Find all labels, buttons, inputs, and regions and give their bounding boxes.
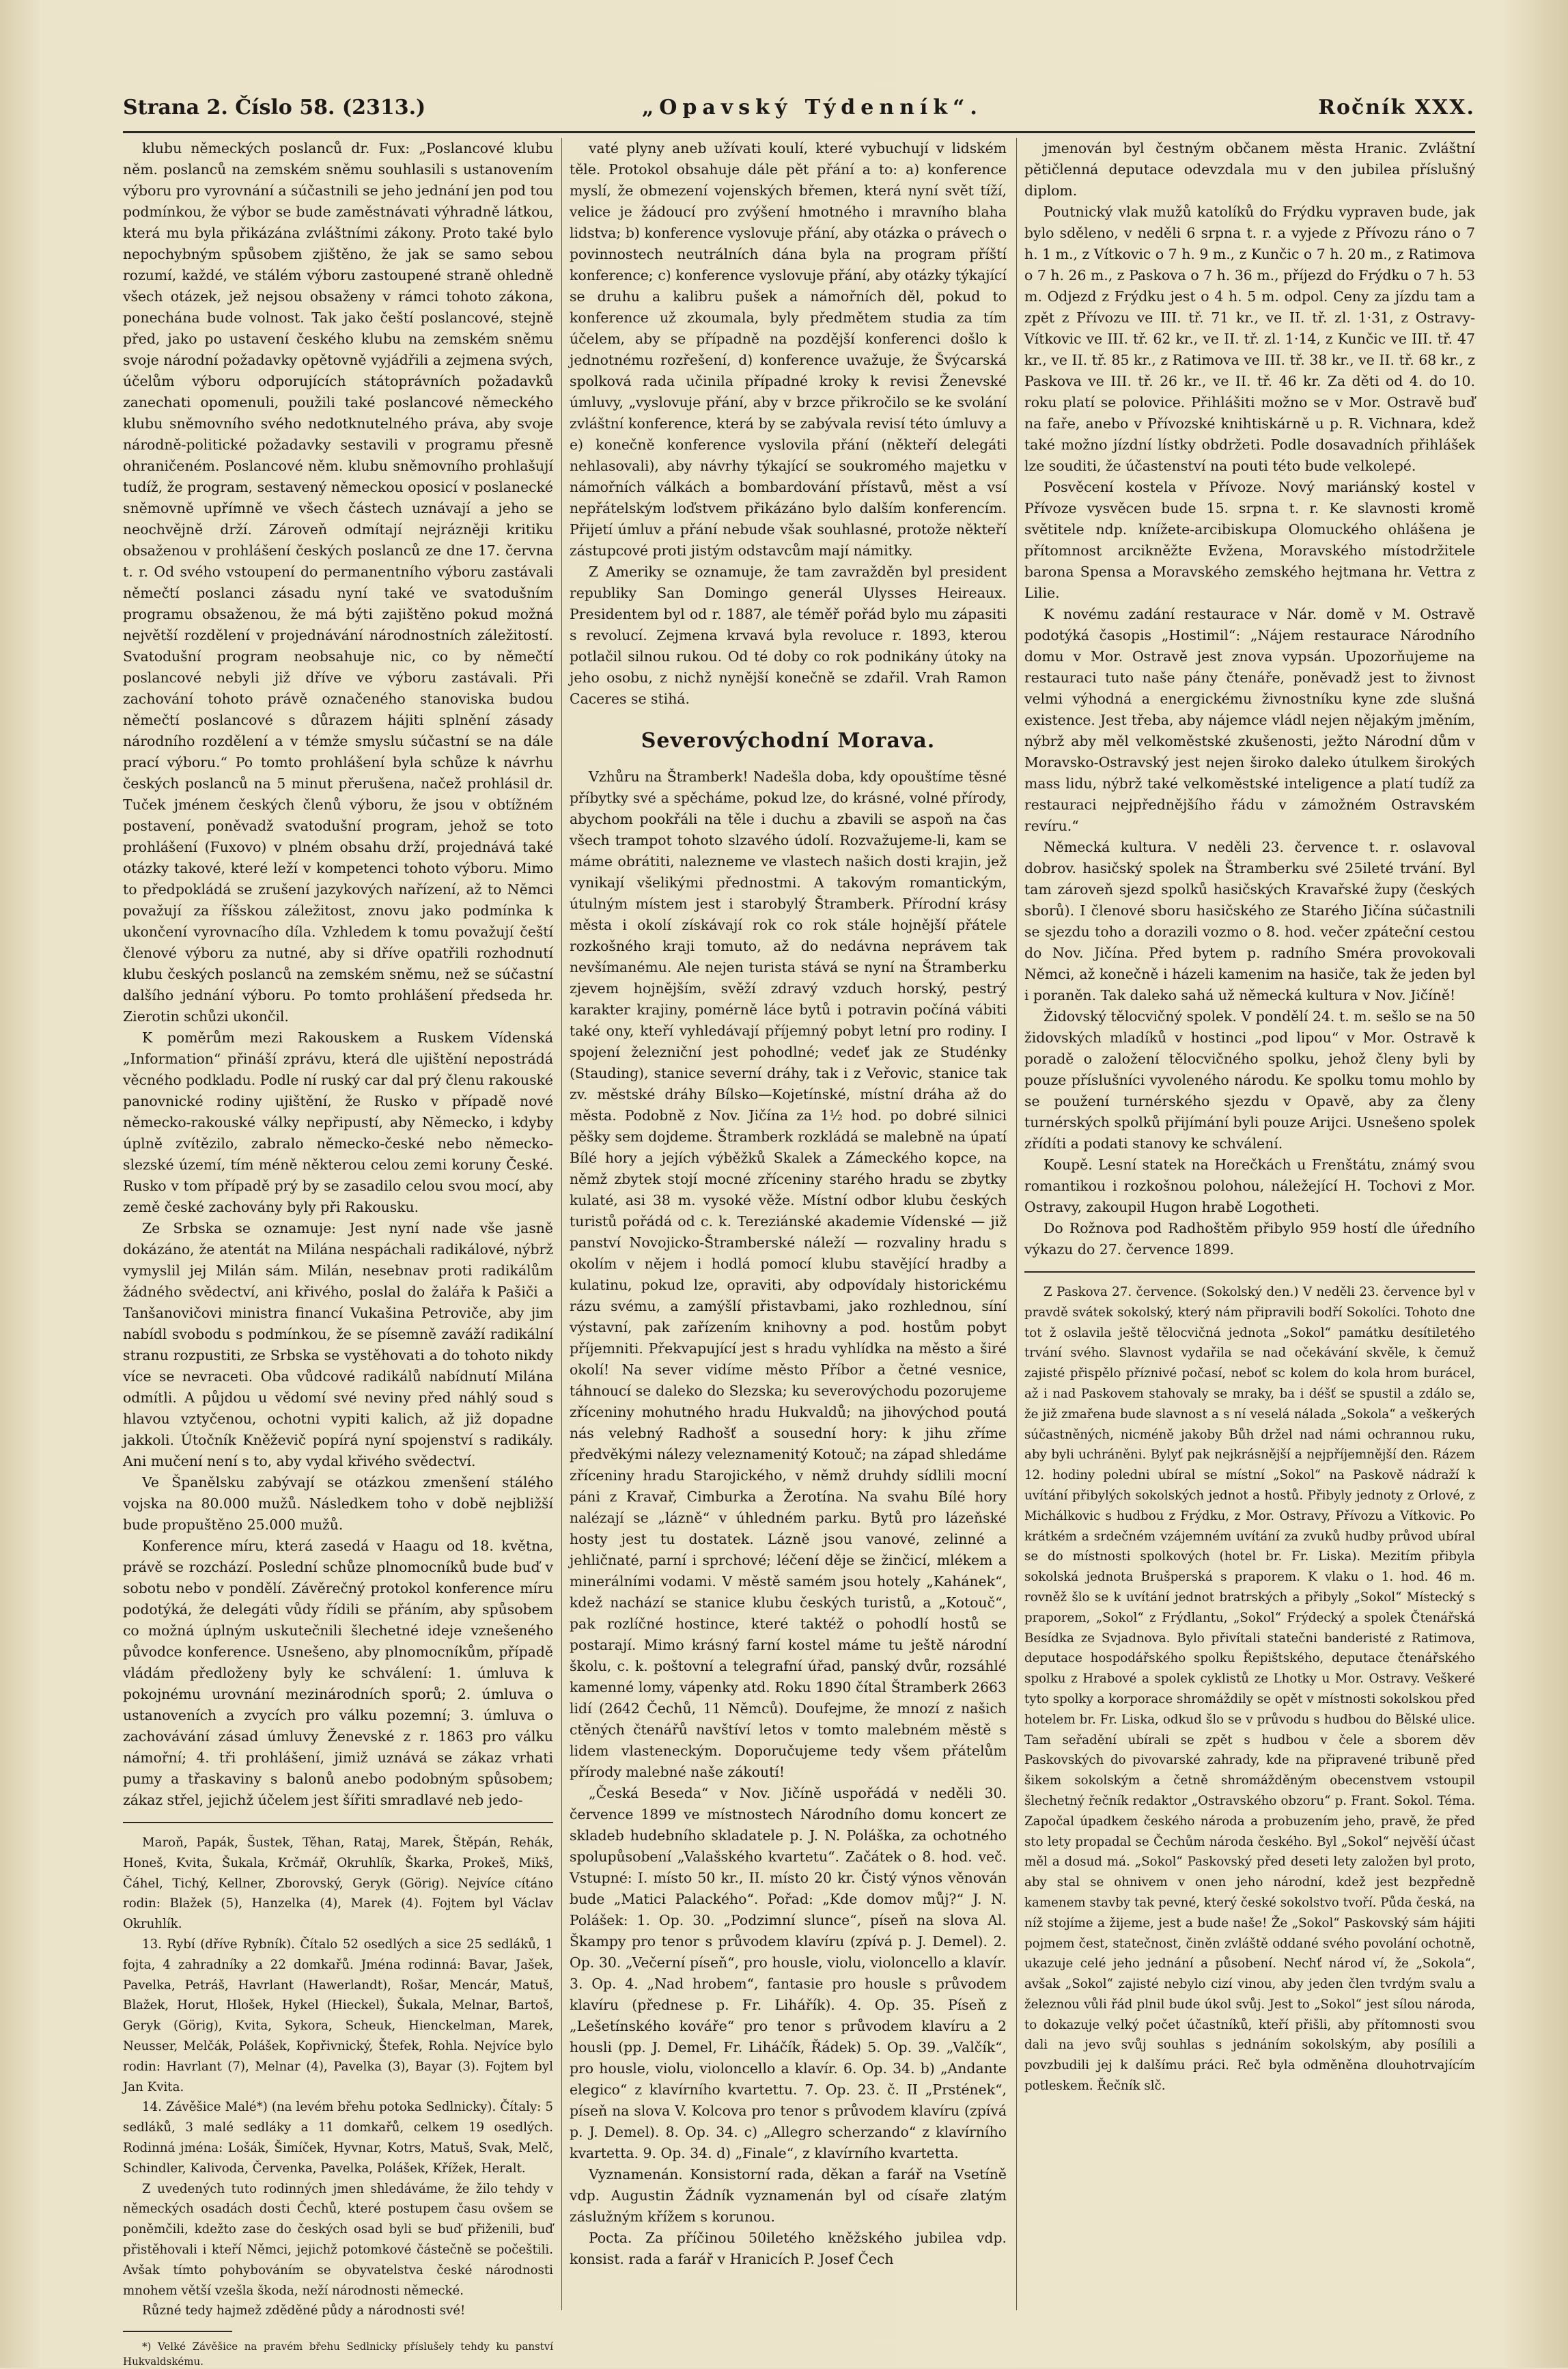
page-number: Strana 2. Číslo 58. (2313.) [123, 96, 426, 120]
feuilleton [123, 1833, 553, 2321]
article-paragraph: Poutnický vlak mužů katolíků do Frýdku vypraven bude, jak bylo sděleno, v neděli 6 srpna t. r. a vyjede z Přívozu ráno o 7 h. 1 m., z Vítkovic o 7 h. 9 m., z Kunčic o 7 h. 20 m., z Ratimova o 7 h. 26 m., z Paskova o 7 h. 36 m., příjezd do Frýdku o 7 h. 53 m. Odjezd z Frýdku jest o 4 h. 5 m. odpol. Ceny za jízdu tam a zpět z Přívozu ve III. tř. 71 kr., ve II. tř. zl. 1·31, z Ostravy-Vítkovic ve III. tř. 62 kr., ve II. tř. zl. 1·14, z Kunčic ve III. tř. 47 kr., ve II. tř. 85 kr., z Ratimova ve III. tř. 38 kr., ve II. tř. 68 kr., z Paskova ve III. tř. 26 kr., ve II. tř. 46 kr. Za děti od 4. do 10. roku platí se polovice. Přihlášiti možno se v Mor. Ostravě buď na faře, anebo v Přívozské knihtiskárně u p. R. Vichnara, kdež také možno jízdní lístky obdržeti. Podle dosavadních přihlášek lze souditi, že účastenství na pouti této bude velkolepé. [1024, 204, 1475, 474]
footnote: *) Velké Závěšice na pravém břehu Sedlnicky příslušely tehdy ku panství Hukvaldskému. [123, 2340, 553, 2368]
article-paragraph: K poměrům mezi Rakouskem a Ruskem Vídenská „Information“ přináší zprávu, která dle ujištění nepostrádá věcného podkladu. Podle ní ruský car dal prý členu rakouské panovnické rodiny ujištění, že Rusko v případě nové německo-rakouské války nepřipustí, aby Německo, i kdyby úplně zvítězilo, zabralo německo-české nebo německo-slezské území, tím méně některou celou zemi koruny České. Rusko v tom případě prý by se zasadilo celou svou mocí, aby země české zachovány byly při Rakousku. [123, 1029, 553, 1215]
column-divider [561, 138, 562, 2310]
article-paragraph: Ve Španělsku zabývají se otázkou zmenšení stálého vojska na 80.000 mužů. Následkem toho v době nejbližší bude propuštěno 25.000 mužů. [123, 1474, 553, 1533]
newspaper-title: „Opavský Týdenník“. [642, 96, 983, 120]
article-paragraph: jmenován byl čestným občanem města Hranic. Zvláštní pětičlenná deputace odevzdala mu v den jubilea příslušný diplom. [1024, 140, 1475, 199]
volume-label: Ročník XXX. [1318, 96, 1475, 120]
article-paragraph: Maroň, Papák, Šustek, Těhan, Rataj, Marek, Štěpán, Rehák, Honeš, Kvita, Šukala, Krčmář, Okruhlík, Škarka, Prokeš, Mikš, Čáhel, Tichý, Kellner, Zborovský, Geryk (Görig). Nejvíce cítáno rodin: Blažek (5), Hanzelka (4), Marek (4). Fojtem byl Václav Okruhlík. [123, 1835, 553, 1932]
article-paragraph: 13. Rybí (dříve Rybník). Čítalo 52 osedlých a sice 25 sedláků, 1 fojta, 4 zahradníky a 22 domkařů. Jména rodinná: Bavar, Jašek, Pavelka, Petráš, Havrlant (Hawerlandt), Rošar, Mencár, Matuš, Blažek, Horut, Hlošek, Hykel (Hieckel), Šukala, Melnar, Bartoš, Geryk (Görig), Kvita, Sykora, Scheuk, Hienckelman, Marek, Neusser, Melčák, Polášek, Kopřivnický, Štefek, Rohla. Nejvíce bylo rodin: Havrlant (7), Melnar (4), Pavelka (3), Bayar (3). Fojtem byl Jan Kvita. [123, 1937, 553, 2094]
article-paragraph: Vyznamenán. Konsistorní rada, děkan a farář na Vsetíně vdp. Augustin Žádník vyznamenán byl od císaře zlatým záslužným křížem s korunou. [570, 2166, 1007, 2225]
article-paragraph: Pocta. Za příčinou 50iletého kněžského jubilea vdp. konsist. rada a farář v Hranicích P. Josef Čech [570, 2230, 1007, 2267]
column-3 [1024, 138, 1475, 2096]
page-header [123, 96, 1475, 130]
column-1 [123, 138, 553, 2369]
article-paragraph: vaté plyny aneb užívati koulí, které vybuchují v lidském těle. Protokol obsahuje dále pět přání a to: a) konference myslí, že obmezení vojenských břemen, která nyní svět tíží, velice je žádoucí pro zvýšení hmotného i mravního blaha lidstva; b) konference vyslovuje přání, aby otázka o právech o povinnostech neutrálních dána byla na program příští konference; c) konference vyslovuje přání, aby otázky týkající se druhu a kalibru pušek a námořních děl, pokud to konference už zkoumala, byly předmětem studia za tím účelem, aby se případně na pozdější konferenci došlo k jednotnému rozřešení, d) konference uvažuje, že Švýcarská spolková rada učinila případné kroky k revisi Ženevské úmluvy, „vyslovuje přání, aby v brzce přikročilo se ke svolání zvláštní konference, která by se zabývala revisí této úmluvy a e) konečně konference vyslovila přání (někteří delegáti nehlasovali), aby návrhy týkající se soukromého majetku v námořních válkách a bombardování přístavů, měst a vsí nepřátelským loďstvem přikázáno bylo dalším konferencím. Přijetí úmluv a přání nebude však souhlasné, protože někteří zástupcové proti jistým odstavcům mají námitky. [570, 140, 1007, 559]
article-paragraph: Do Rožnova pod Radhoštěm přibylo 959 hostí dle úředního výkazu do 27. července 1899. [1024, 1220, 1475, 1258]
article-paragraph: K novému zadání restaurace v Nár. domě v M. Ostravě podotýká časopis „Hostimil“: „Nájem restaurace Národního domu v Mor. Ostravě jest znova vypsán. Upozorňujeme na restauraci tuto naše pány čtenáře, poněvadž jest to živnost velmi výhodná a energickému živnostníku kyne zde slušná existence. Jest třeba, aby nájemce vládl nejen nějakým jměním, nýbrž aby měl velkoměstské zkušenosti, ježto Národní dům v Moravsko-Ostravský jest nejen široko daleko útulkem širokých mass lidu, nýbrž také velkoměstské inteligence a platí tudíž za restauraci nejpřednějšího řádu v zámožném Ostravském revíru.“ [1024, 606, 1475, 834]
article-paragraph: Z uvedených tuto rodinných jmen shledáváme, že žilo tehdy v německých osadách dosti Čechů, které postupem času ovšem se poněmčili, kdežto zase do českých osad byli se buď přiženili, buď přistěhovali i kteří Němci, jejichž potomkové částečně se počeštili. Avšak tímto pohybováním se obyvatelstva české národnosti mnohem větší vzešla škoda, neží národnosti německé. [123, 2181, 553, 2298]
article-paragraph: Koupě. Lesní statek na Horečkách u Frenštátu, známý svou romantikou i rozkošnou polohou, náležející H. Tochovi z Mor. Ostravy, zakoupil Hugon hrabě Logotheti. [1024, 1156, 1475, 1215]
column-2 [570, 138, 1007, 2270]
article-paragraph: Vzhůru na Štramberk! Nadešla doba, kdy opouštíme těsné příbytky své a spěcháme, pokud lze, do krásné, volné přírody, abychom pookřáli na těle i duchu a zbavili se aspoň na čas všech trampot tohoto slzavého údolí. Rozvažujeme-li, kam se máme obrátiti, nalezneme ve vlastech našich dosti krajin, jež vynikají všelikými přednostmi. A takovým romantickým, útulným místem jest i starobylý Štramberk. Přírodní krásy města i okolí získávají rok co rok stále hojnější přátele rozkošného kraji tomuto, až do nedávna neprávem tak nevšímanému. Ale nejen turista stává se nyní na Štramberku zjevem hojnějším, svěží zdravý vzduch horský, pestrý karakter krajiny, pomérně láce bytů i potravin počíná vábiti také ony, kteří vyhledávají příjemný pobyt letní pro rodiny. I spojení železniční jest pohodlné; vedeť jak ze Studénky (Stauding), stanice severní dráhy, tak i z Veřovic, stanice tak zv. městské dráhy Bílsko—Kojetínské, místní dráha až do města. Podobně z Nov. Jičína za 1½ hod. po dobré silnici pěšky sem dojdeme. Štramberk rozkládá se malebně na úpatí Bílé hory a jejích výběžků Skalek a Zámeckého kopce, na němž zbytek stojí mocné zříceniny starého hradu se zbytky kulaté, asi 38 m. vysoké věže. Místní odbor klubu českých turistů pořádá od c. k. Tereziánské akademie Vídenské — již panství Novojicko-Štramberské náleží — rozvaliny hradu s okolím v nějem i hodlá pomocí klubu stavějící hradby a kulatinu, pokud lze, opraviti, aby odpovídaly historickému rázu svému, a zamýšlí přistavbami, jako rozhlednou, síní výstavní, pak zařízením knihovny a pod. hostům pobyt příjemniti. Překvapující jest s hradu vyhlídka na město a širé okolí! Na sever vidíme město Příbor a četné vesnice, táhnoucí se daleko do Slezska; ku severovýchodu pozorujeme zříceniny mohutného hradu Hukvaldů; na jihovýchod poutá nás velebný Radhošť a sousední hory: k jihu zříme předvěkými nálezy veleznamenitý Kotouč; na západ shledáme zříceniny hradu Starojického, v němž druhdy sídlili mocní páni z Kravař, Cimburka a Žerotína. Na svahu Bílé hory nalézají se „lázně“ v úhledném parku. Bytů pro lázeňské hosty jest tu dostatek. Lázně jsou vanové, zelinné a jehličnaté, parní i sprchové; léčení děje se žinčicí, mlékem a minerálními vodami. V městě samém jsou hotely „Kahánek“, kdež nachází se stanice klubu českých turistů, a „Kotouč“, pak rozlíčné hostince, které taktéž o pohodlí hostů se postarají. Mimo krásný farní kostel máme tu ještě národní školu, c. k. poštovní a telegrafní úřad, panský dvůr, rozsáhlé kamenné lomy, vápenky atd. Roku 1890 čítal Štramberk 2663 lidí (2642 Čechů, 11 Němců). Doufejme, že mnozí z našich ctěných čtenářů navštíví letos v tomto malebném městě s lidem vlasteneckým. Doporučujeme tedy všem přátelům přírody malebné naše zákoutí! [570, 768, 1007, 1780]
article-paragraph: klubu německých poslanců dr. Fux: „Poslancové klubu něm. poslanců na zemském sněmu souhlasili s ustanovením výboru pro vyrovnání a súčastnili se jeho jednání jen pod tou podmínkou, že výbor se bude zaměstnávati výhradně látkou, která mu byla přikázána zvláštními zákony. Proto také bylo nepochybným spůsobem zjištěno, že jak se samo sebou rozumí, každé, ve stálém výboru zastoupené straně ohledně všech otázek, jež nejsou obsaženy v rámci tohoto zákona, ponechána bude volnost. Tak jako čeští poslancové, stejně před, jako po ustavení českého klubu na zemském sněmu svoje národní požadavky opětovně vyjádřili a zejmena svých, účelům výboru odporujících státoprávních požadavků zanechati opomenuli, použili také poslancové německého klubu sněmovního svého nedotknutelného práva, aby svoje národně-politické požadavky sestavili v programu přesně ohraničeném. Poslancové něm. klubu sněmovního prohlašují tudíž, že program, sestavený německou oposicí v poslanecké sněmovně upřímně ve všech částech uznávají a jeho se neochvějně drží. Zároveň odmítají nejrázněji kritiku obsaženou v prohlášení českých poslanců ze dne 17. června t. r. Od svého vstoupení do permanentního výboru zastávali němečtí poslanci zásadu nyní také ve svatodušním programu obsaženou, že má býti zajištěno pokud možná největší rozdělení v projednávání národnostních záležitostí. Svatodušní program neobsahuje nic, co by němečtí poslancové nebyli již dříve ve výboru zastávali. Při zachování tohoto právě označeného stanoviska budou němečtí poslancové s důrazem hájiti splnění zásady národního rozdělení a v témže smyslu súčastní se na dále prací výboru.“ Po tomto prohlášení byla schůze k návrhu českých poslanců na 5 minut přerušena, načež prohlásil dr. Tuček jménem českých členů výboru, že jsou v obtížném postavení, poněvadž svatodušní program, jehož se toto prohlášení (Fuxovo) v plném obsahu drží, projednává také otázky takové, které leží v kompetenci tohoto výboru. Mimo to předpokládá se zrušení jazykových nařízení, až to Němci považují za říšskou záležitost, znovu jako podmínka k ukončení vyrovnacího díla. Vzhledem k tomu považují čeští členové výboru za nutné, aby si dříve opatřili rozhodnutí klubu českých poslanců na zemském sněmu, než se súčastní dalšího jednání výboru. Po tomto prohlášení předseda hr. Zierotin schůzi ukončil. [123, 140, 553, 1025]
section-heading: Severovýchodní Morava. [641, 729, 936, 753]
article-paragraph: Konference míru, která zasedá v Haagu od 18. května, právě se rozchází. Poslední schůze plnomocníků bude buď v sobotu nebo v pondělí. Závěrečný protokol konference míru podotýká, že delegáti vůdy řídili se přáním, aby spůsobem co možná úplným uskutečnili šlechetné ideje vznešeného původce konference. Usnešeno, aby plnomocníkům, případě vládám předloženy byly ke schválení: 1. úmluva k pokojnému urovnání mezinárodních sporů; 2. úmluva o ustanoveních a zvycích pro válku pozemní; 3. úmluva o zachovávání zásad úmluvy Ženevské z r. 1863 pro válku námořní; 4. tři prohlášení, jimiž uznává se zákaz vrhati pumy a třaskaviny s balonů anebo podobným spůsobem; zákaz střel, jejichž účelem jest šířiti smradlavé neb jedo- [123, 1538, 553, 1808]
footnote-rule [123, 2331, 232, 2332]
article-paragraph: Posvěcení kostela v Přívoze. Nový mariánský kostel v Přívoze vysvěcen bude 15. srpna t. r. Ke slavnosti kromě světitele ndp. knížete-arcibiskupa Olomuckého ohlášena je přítomnost arcikněžte Evženа, Moravského místodržitele barona Spensa a Moravského zemského hejtmana hr. Vettra z Lilie. [1024, 479, 1475, 601]
article-paragraph: „Česká Beseda“ v Nov. Jičíně uspořádá v neděli 30. července 1899 ve místnostech Národního domu koncert ze skladeb hudebního skladatele p. J. N. Poláška, za ochotného spolupůsobení „Valašského kvartetu“. Začátek o 8. hod. več. Vstupné: I. místo 50 kr., II. místo 20 kr. Čistý výnos věnován bude „Matici Palackého“. Pořad: „Kde domov můj?“ J. N. Polášek: 1. Op. 30. „Podzimní slunce“, píseň na slova Al. Škampy pro tenor s průvodem klavíru (zpívá p. J. Demel). 2. Op. 30. „Večerní píseň“, pro housle, violu, violoncello a klavír. 3. Op. 4. „Nad hrobem“, fantasie pro housle s průvodem klavíru (přednese p. Fr. Lihářík). 4. Op. 35. Píseň z „Lešetínského kováře“ pro tenor s průvodem klavíru a 2 housli (pp. J. Demel, Fr. Liháčík, Řádek) 5. Op. 39. „Valčík“, pro housle, violu, violoncello a klavír. 6. Op. 34. b) „Andante elegico“ z klavírního kvartettu. 7. Op. 23. č. II „Prstének“, píseň na slova V. Kolcova pro tenor s průvodem klavíru (zpívá p. J. Demel). 8. Op. 34. c) „Allegro scherzando“ z klavírního kvartetta. 9. Op. 34. d) „Finale“, z klavírního kvartetta. [570, 1785, 1007, 2161]
article-paragraph: Různé tedy hajmež zděděné půdy a národnosti své! [142, 2303, 466, 2318]
article-paragraph: Z Paskova 27. července. (Sokolský den.) V neděli 23. července byl v pravdě svátek sokolský, který nám připravili bodří Sokolíci. Tohoto dne tot ž oslavila ještě tělocvičná jednota „Sokol“ památku desítiletého trvání svého. Slavnost vydařila se nad očekávání skvěle, k čemuž zajisté přispělo příznivé počasí, neboť sc kolem do kola hrom burácel, až i nad Paskovem stahovaly se mraky, ba i déšť se spustil a zdálo se, že již zmařena bude slavnost a s ní veselá nálada „Sokola“ a veškerých súčastněných, nicméně jakoby Bůh držel nad námi ochrannou ruku, aby byli uchráněni. Bylyť pak nejkrásnější a nejpříjemnější den. Rázem 12. hodiny poledni ubíral se místní „Sokol“ na Paskově nádraží k uvítání přibylých sokolských jednot a hostů. Přibyly jednoty z Orlové, z Michálkovic s hudbou z Frýdku, z Mor. Ostravy, Přívozu a Vítkovic. Po krátkém a srdečném vzájemném uvítání za zvuků hudby průvod ubíral se do místnosti spolkových (hotel br. Fr. Liska). Mezitím přibyla sokolská jednota Brušperská s praporem. K vlaku o 1. hod. 46 m. rovněž šlo se k uvítání jednot bratrských a přibyly „Sokol“ Místecký s praporem, „Sokol“ z Frýdlantu, „Sokol“ Frýdecký a spolek Čtenářská Besídka ze Svjadnova. Bylo přivítali statečni banderisté z Ratimova, deputace hospodářského spolku Řepištského, deputace čtenářského spolku z Hrabové a spolek cyklistů ze Lhotky u Mor. Ostravy. Veškeré tyto spolky a korporace shromáždily se opět v místnosti sokolskou před hotelem br. Fr. Liska, odkud šlo se v průvodu s hudbou do Bělské ulice. Tam seřadění ubírali se zpět s hudbou v čele a sborem děv Paskovských do pivovarské zahrady, kde na připravené tribuně před šikem sokolským a četně shromážděným obecenstvem vstoupil šlechetný řečník redaktor „Ostravského obzoru“ p. Frant. Sokol. Téma. Započal úpadkem českého národa a probuzením jeho, pravě, že před sto lety propadal se Čechům národa českého. Byl „Sokol“ nejvěší účast měl a dosud má. „Sokol“ Paskovský před deseti lety založen byl proto, aby stal se ohnivem v onen jeho národní, kdež jest bezpředně kamenem stavby tak pevné, který české sokolstvo tvoří. Půda česká, na níž stojíme a žijeme, jest a bude naše! Že „Sokol“ Paskovský sám hájiti pojmem čest, statečnost, činěn zvláště oddané svého povolání ochotně, ukazuje celé jeho jednání a působení. Nechť národ ví, že „Sokola“, avšak „Sokol“ zajisté nebylo cizí vinou, aby jeden člen tvrdým svalu a železnou vůli řád plnil bude úkol svůj. Jest to „Sokol“ jest sílou národa, to dokazuje velký počet účastníků, kteří přišli, aby přítomnosti svou dali na jevo svůj souhlas s jednáním sokolským, aby posílili a povzbudili jej k dalšímu práci. Reč byla odměněna dlouhotrvajícím potleskem. Řečník slč. [1024, 1285, 1475, 2094]
article-paragraph: Ze Srbska se oznamuje: Jest nyní nade vše jasně dokázáno, že atentát na Milána nespáchali radikálové, nýbrž vymyslil jej Milán sám. Milán, nesebnav proti radikálům žádného svědectví, ani křivého, poslal do žalářa k Pašiči a Tanšanovičovi ministra financí Vukašina Petroviče, aby jim nabídl svobodu s podmínkou, že se písemně zaváží radikální stranu rozpustiti, ze Srbska se vystěhovati a do tohoto nikdy více se nevraceti. Oba vůdcové radikálů nabídnutí Milána odmítli. A půjdou u vědomí své neviny před náhlý soud s hlavou vztyčenou, ochotni vypiti kalich, až již dopadne jakkoli. Útočník Kněževič popírá nyní spojenství s radikály. Ani mučení není s to, aby vydal křivého svědectví. [123, 1220, 553, 1469]
article-paragraph: Z Ameriky se oznamuje, že tam zavražděn byl president republiky San Domingo generál Ulysses Heireaux. Presidentem byl od r. 1887, ale téměř pořád bylo mu zápasiti s revolucí. Zejmena krvavá byla revoluce r. 1893, kterou potlačil silnou rukou. Od té doby co rok podnikány útoky na jeho osobu, z nichž nynější konečně se zdařil. Vrah Ramon Caceres se stihá. [570, 564, 1007, 707]
section-rule [123, 1822, 553, 1823]
column-divider [1016, 138, 1017, 2310]
report-block [1024, 1282, 1475, 2096]
section-rule [1024, 1271, 1475, 1273]
header-rule [123, 131, 1475, 133]
article-paragraph: 14. Závěšice Malé*) (na levém břehu potoka Sedlnicky). Čítaly: 5 sedláků, 3 malé sedláky a 11 domkařů, celkem 19 osedlých. Rodinná jména: Lošák, Šimíček, Hyvnar, Kotrs, Matuš, Svak, Melč, Schindler, Kalivoda, Červenka, Pavelka, Polášek, Křížek, Heralt. [123, 2100, 553, 2176]
article-paragraph: Německá kultura. V neděli 23. července t. r. oslavoval dobrov. hasičský spolek na Štramberku své 25ileté trvání. Byl tam zároveň sjezd spolků hasičských Kravařské župy (českých sborů). I členové sboru hasičského ze Starého Jičína súčastnili se sjezdu toho a dorazili vozmo o 8. hod. večer zpáteční cestou do Nov. Jičína. Před bytem p. radního Sméra provokovali Němci, až konečně i házeli kamenim na hasiče, tak že jeden byl i poraněn. Tak daleko sahá už německá kultura v Nov. Jičíně! [1024, 839, 1475, 1003]
article-paragraph: Židovský tělocvičný spolek. V pondělí 24. t. m. sešlo se na 50 židovských mladíků v hostinci „pod lipou“ v Mor. Ostravě k poradě o založení tělocvičného spolku, jehož členy byli by pouze příslušníci vyvoleného národu. Ke spolku tomu mohlo by se použení turnérského sjezdu v Opavě, aby za členy turnérských spolků přijímání byli pouze Arijci. Usnešeno spolek zřídíti a podati stanovy ke schválení. [1024, 1008, 1475, 1152]
